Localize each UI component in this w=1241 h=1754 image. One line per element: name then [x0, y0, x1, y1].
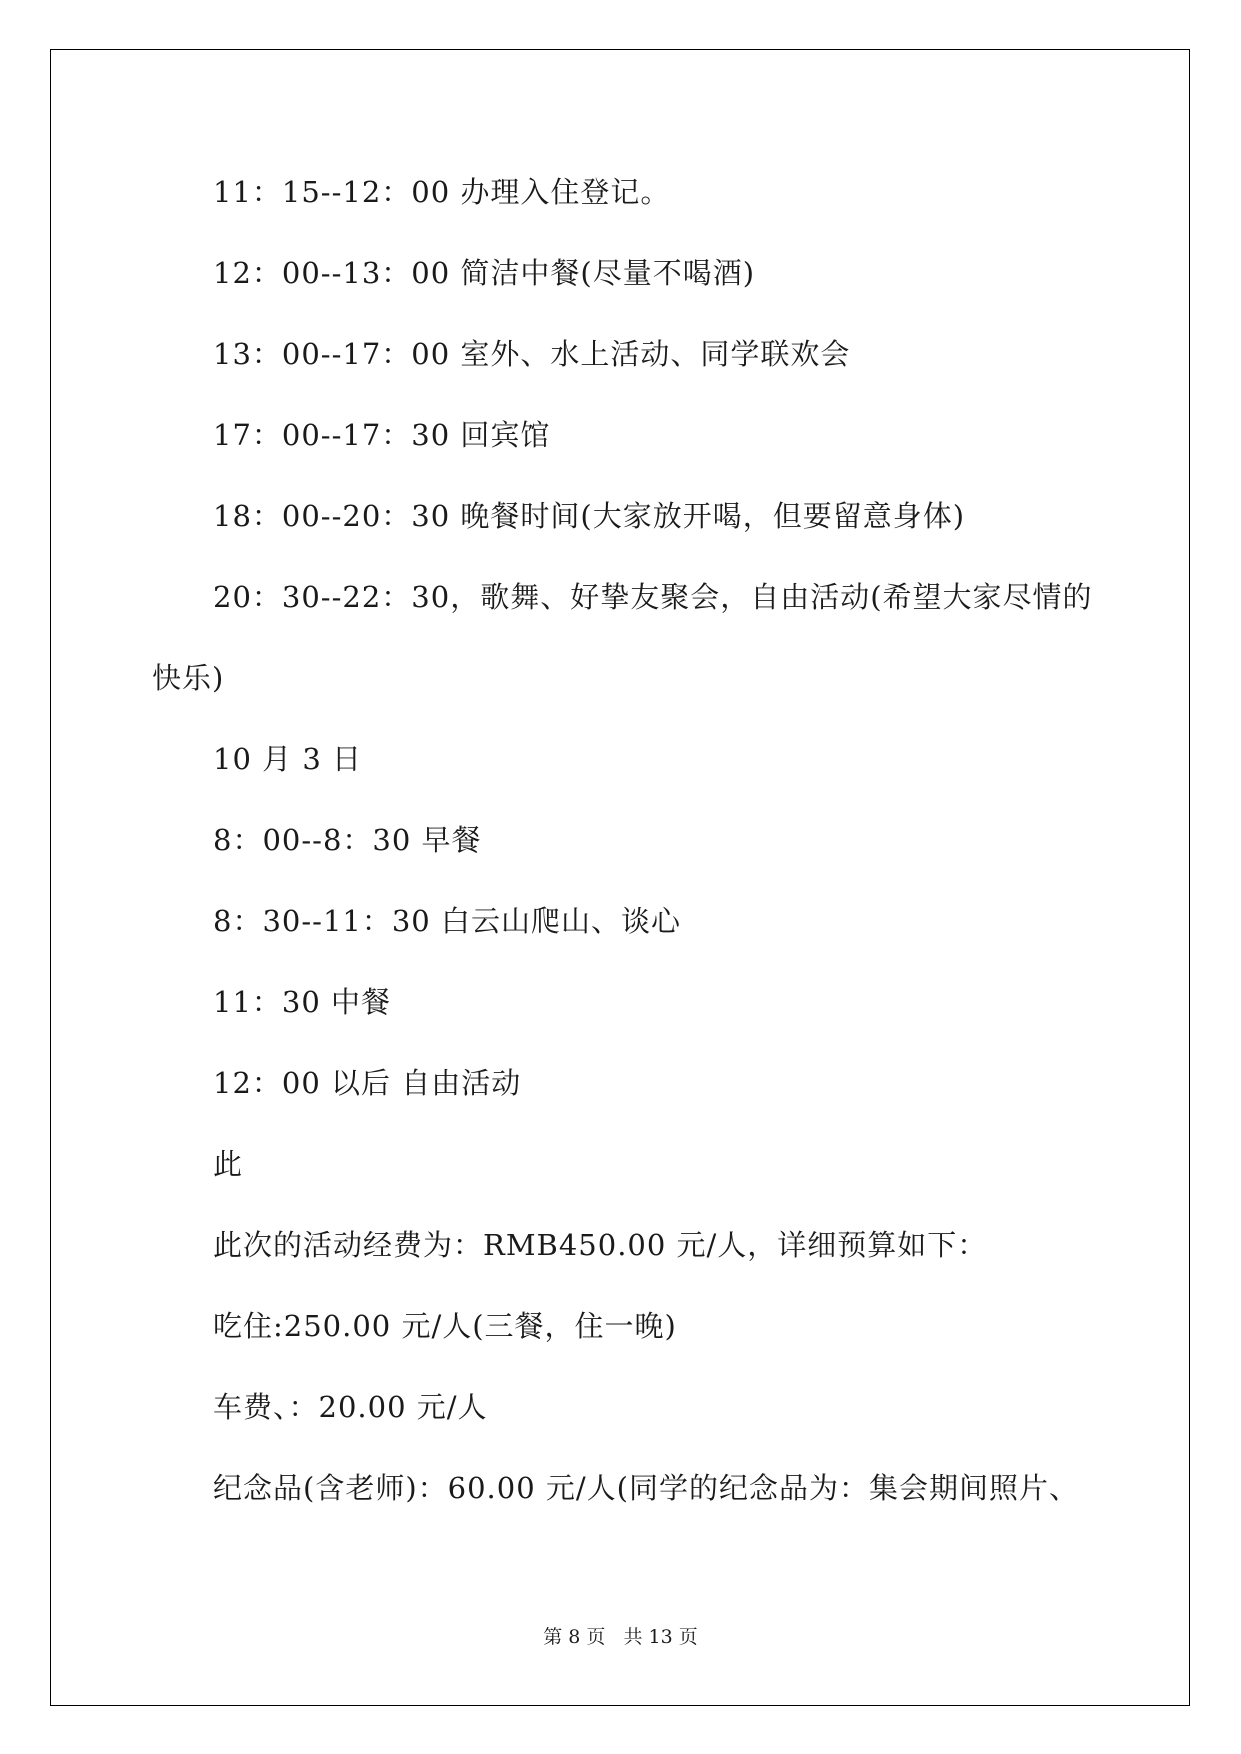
schedule-line-continuation: 快乐) [152, 661, 225, 695]
budget-item: 吃住:250.00 元/人(三餐，住一晚) [213, 1309, 677, 1343]
text-line: 此 [213, 1147, 244, 1181]
schedule-line: 11：15--12：00 办理入住登记。 [213, 175, 671, 209]
schedule-line: 20：30--22：30，歌舞、好挚友聚会，自由活动(希望大家尽情的 [213, 580, 1093, 614]
page-border [50, 49, 1190, 1706]
budget-item: 纪念品(含老师)：60.00 元/人(同学的纪念品为：集会期间照片、 [213, 1471, 1079, 1505]
page-total: 共 13 页 [623, 1626, 698, 1648]
schedule-line: 12：00 以后 自由活动 [213, 1066, 522, 1100]
page-number: 第 8 页 [543, 1626, 606, 1648]
schedule-line: 11：30 中餐 [213, 985, 392, 1019]
schedule-line: 12：00--13：00 简洁中餐(尽量不喝酒) [213, 256, 756, 290]
schedule-line: 8：00--8：30 早餐 [213, 823, 482, 857]
budget-intro: 此次的活动经费为：RMB450.00 元/人，详细预算如下： [213, 1228, 988, 1262]
schedule-line: 17：00--17：30 回宾馆 [213, 418, 551, 452]
schedule-line: 13：00--17：00 室外、水上活动、同学联欢会 [213, 337, 851, 371]
budget-item: 车费、：20.00 元/人 [213, 1390, 488, 1424]
page-footer [0, 1625, 1241, 1649]
schedule-line: 8：30--11：30 白云山爬山、谈心 [213, 904, 681, 938]
schedule-line: 18：00--20：30 晚餐时间(大家放开喝，但要留意身体) [213, 499, 966, 533]
date-heading: 10 月 3 日 [213, 742, 363, 776]
